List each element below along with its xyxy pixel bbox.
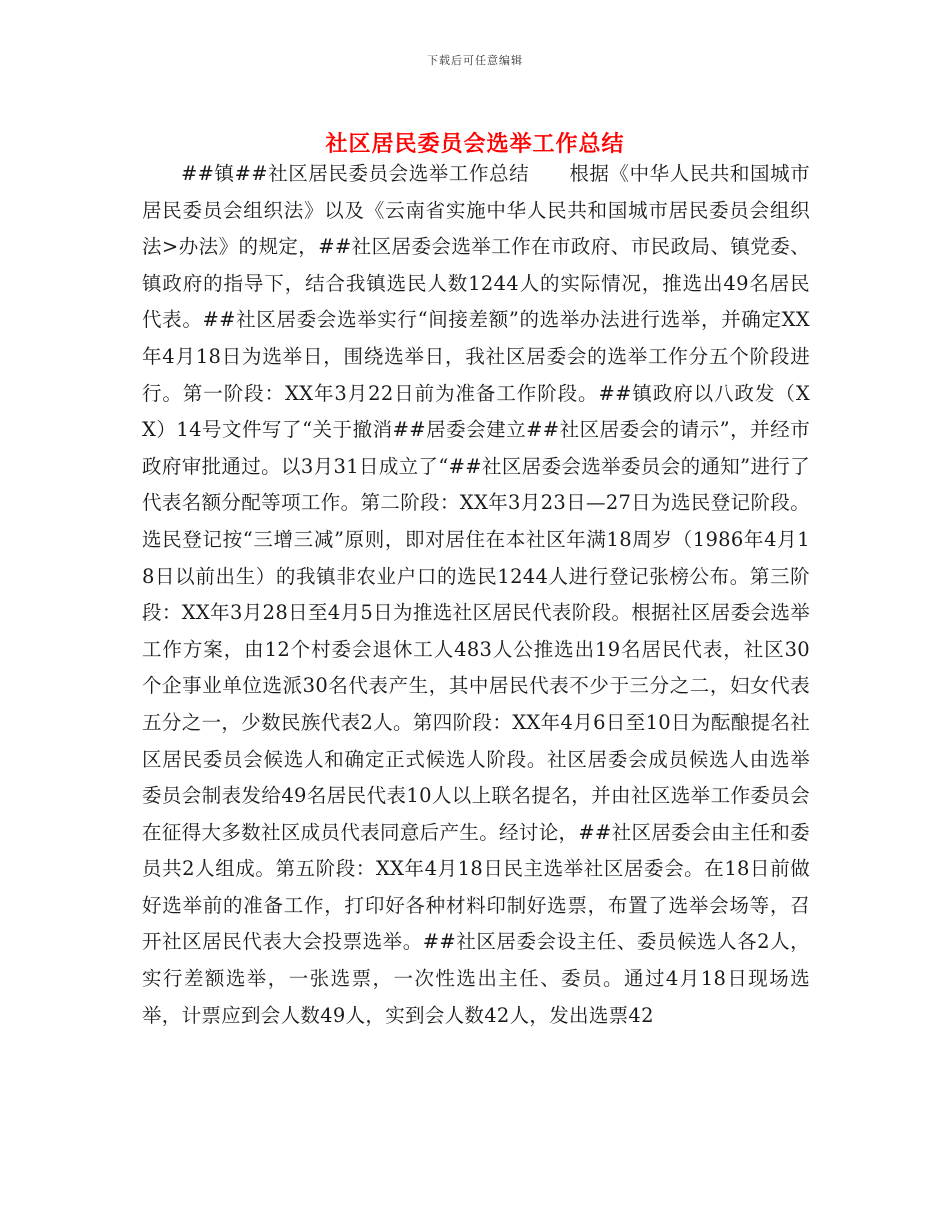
document-body: ##镇##社区居民委员会选举工作总结 根据《中华人民共和国城市居民委员会组织法》以及《云南省实施中华人民共和国城市居民委员会组织法>办法》的规定，##社区居委会选举工作在市政府、市民政局、镇党委、镇政府的指导下，结合我镇选民人数1244人的实际情况，推选出49名居民代表。##社区居委会选举实行“间接差额”的选举办法进行选举，并确定XX年4月18日为选举日，围绕选举日，我社区居委会的选举工作分五个阶段进行。第一阶段：XX年3月22日前为准备工作阶段。##镇政府以八政发（XX）14号文件写了“关于撤消##居委会建立##社区居委会的请示”，并经市政府审批通过。以3月31日成立了“##社区居委会选举委员会的通知”进行了代表名额分配等项工作。第二阶段：XX年3月23日—27日为选民登记阶段。选民登记按“三增三减”原则，即对居住在本社区年满18周岁（1986年4月18日以前出生）的我镇非农业户口的选民1244人进行登记张榜公布。第三阶段：XX年3月28日至4月5日为推选社区居民代表阶段。根据社区居委会选举工作方案，由12个村委会退休工人483人公推选出19名居民代表，社区30个企事业单位选派30名代表产生，其中居民代表不少于三分之二，妇女代表五分之一，少数民族代表2人。第四阶段：XX年4月6日至10日为酝酿提名社区居民委员会候选人和确定正式候选人阶段。社区居委会成员候选人由选举委员会制表发给49名居民代表10人以上联名提名，并由社区选举工作委员会在征得大多数社区成员代表同意后产生。经讨论，##社区居委会由主任和委员共2人组成。第五阶段：XX年4月18日民主选举社区居委会。在18日前做好选举前的准备工作，打印好各种材料印制好选票，布置了选举会场等，召开社区居民代表大会投票选举。##社区居委会设主任、委员候选人各2人，实行差额选举，一张选票，一次性选出主任、委员。通过4月18日现场选举，计票应到会人数49人，实到会人数42人，发出选票42	[142, 162, 810, 1027]
document-title: 社区居民委员会选举工作总结	[325, 130, 625, 157]
page-header: 下载后可任意编辑	[427, 54, 523, 67]
